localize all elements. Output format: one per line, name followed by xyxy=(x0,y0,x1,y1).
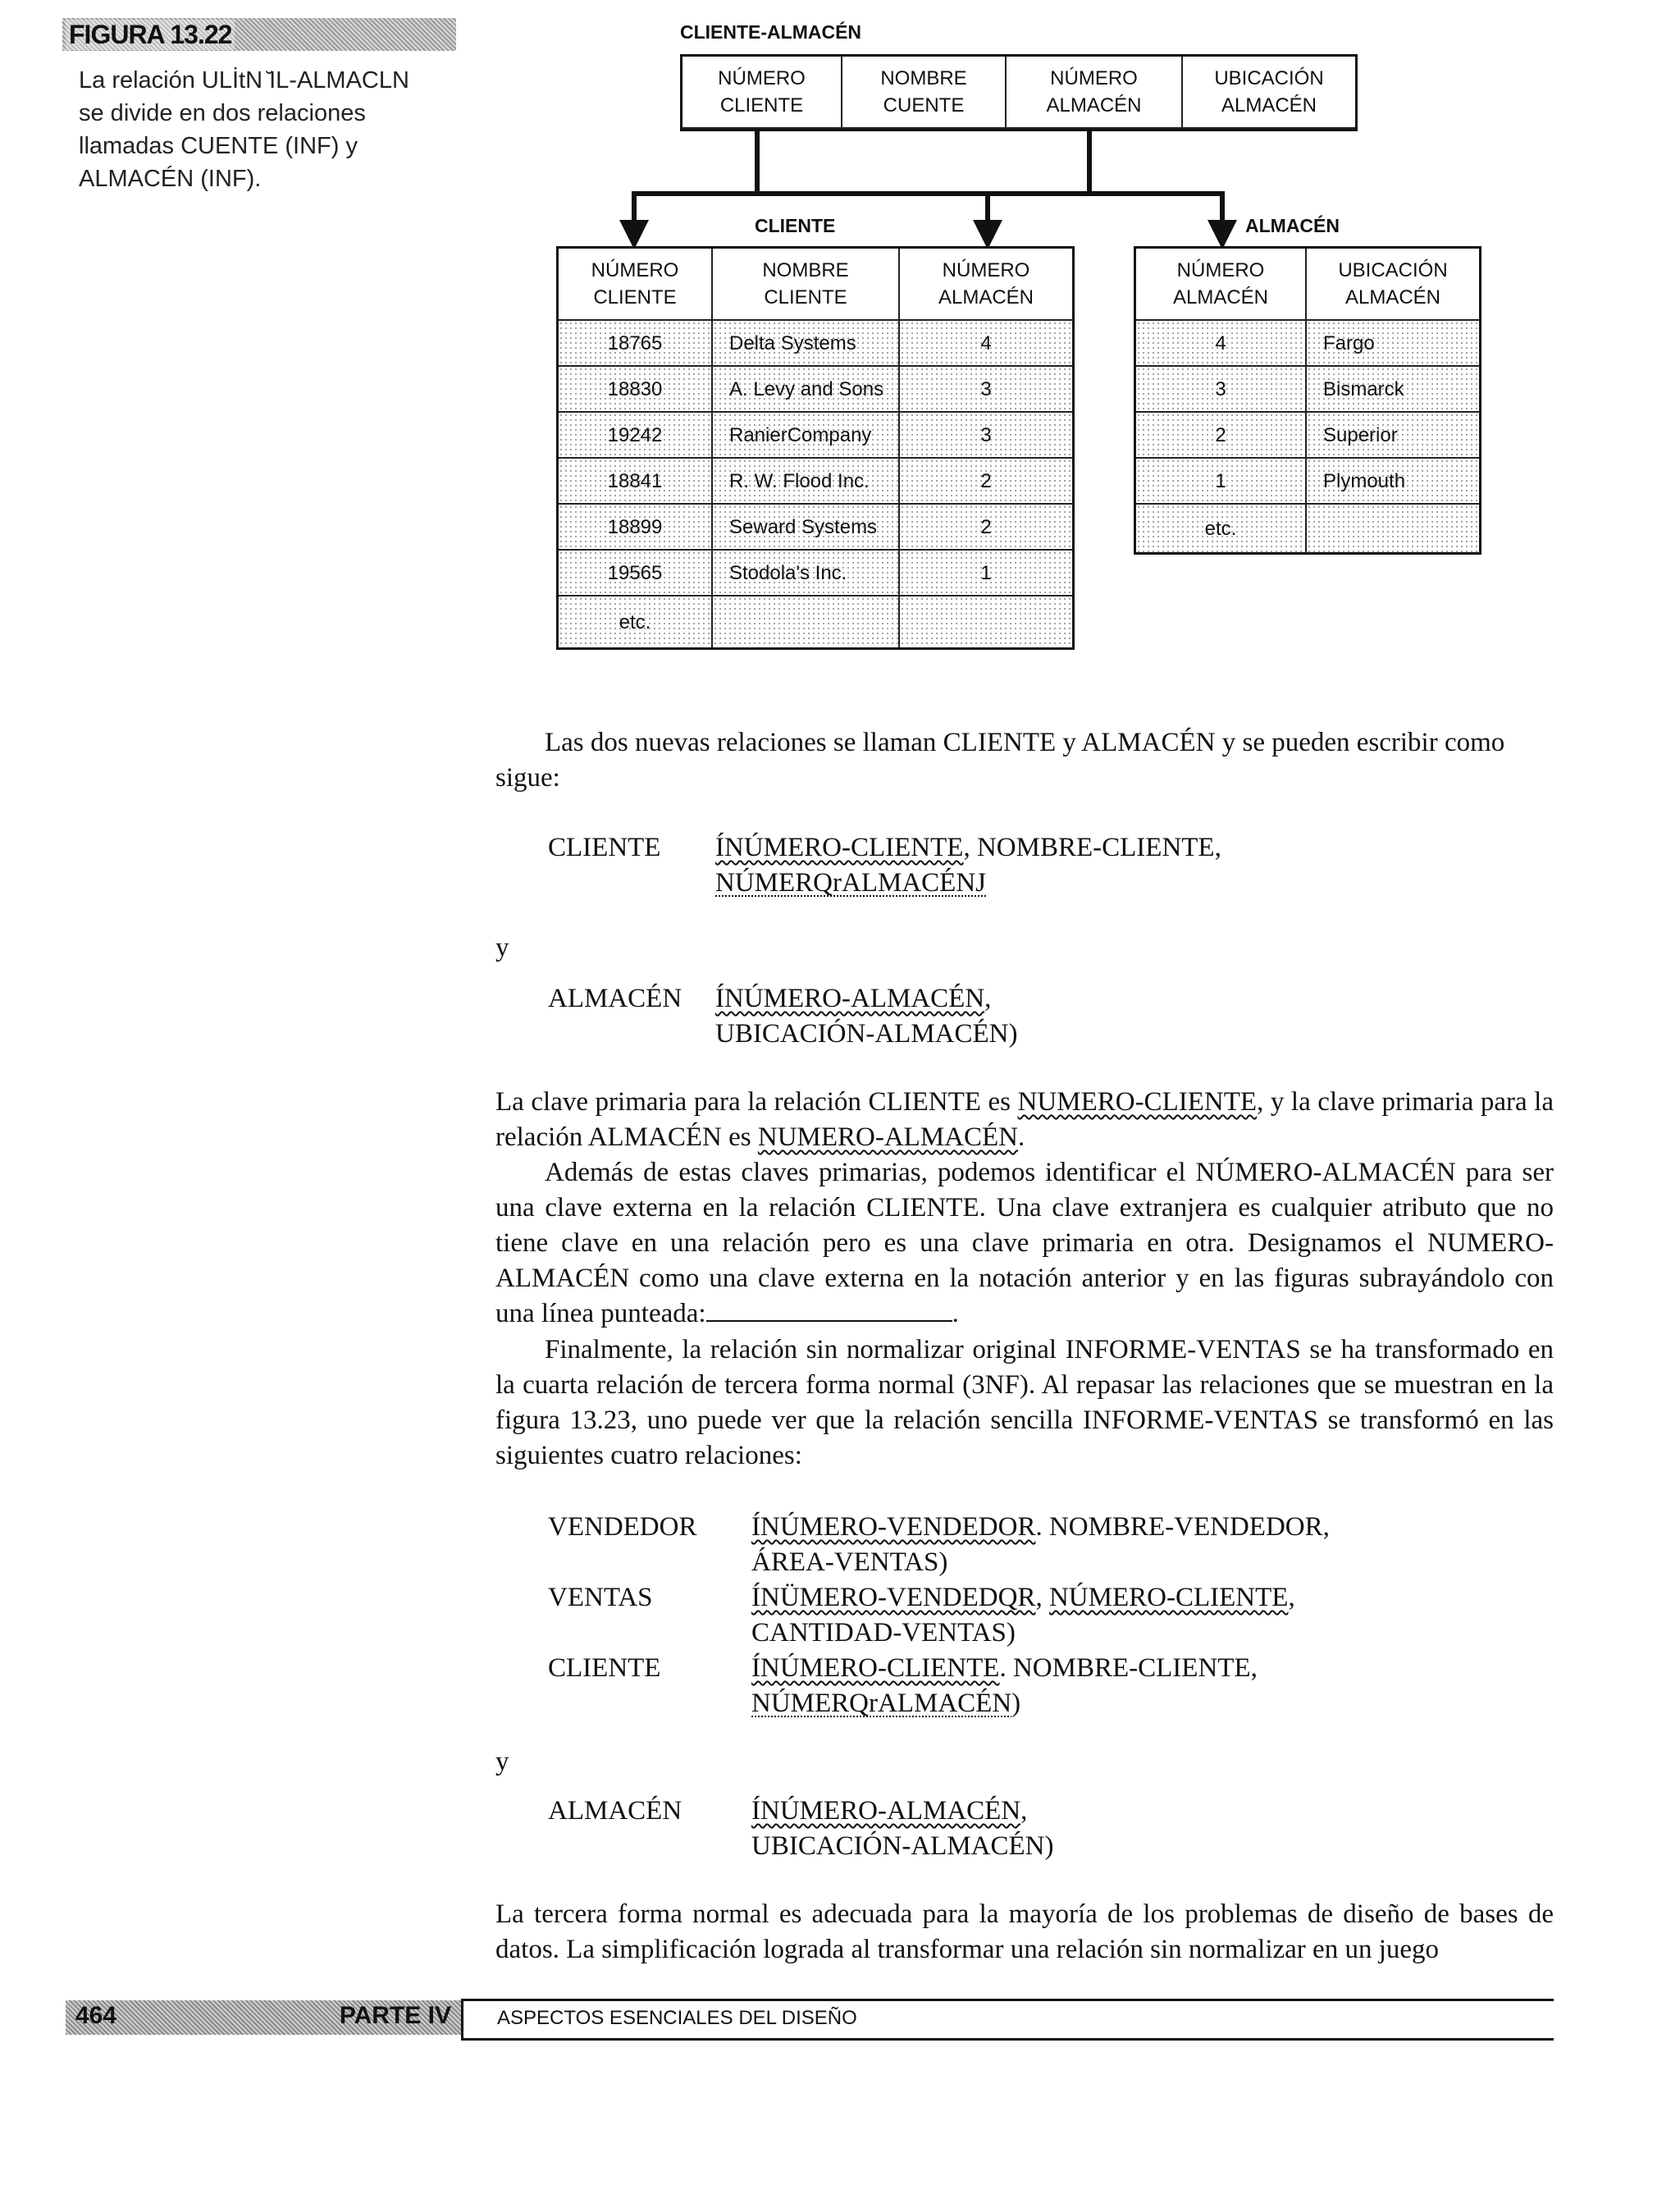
primary-key: NUMERO-CLIENTE xyxy=(1017,1087,1258,1117)
running-title: ASPECTOS ESENCIALES DEL DISEÑO xyxy=(497,2007,857,2029)
top-table-title: CLIENTE-ALMACÉN xyxy=(680,21,862,43)
table-cell: etc. xyxy=(1136,505,1307,552)
figure-tag xyxy=(62,18,456,51)
header-cell: NOMBRE CLIENTE xyxy=(713,249,900,321)
primary-key: ÍNÚMERO-CLIENTE xyxy=(751,1653,1000,1683)
dotted-line-sample xyxy=(706,1299,952,1322)
table-cell: Superior xyxy=(1307,413,1479,459)
header-cell: NÚMERO CLIENTE xyxy=(682,57,842,129)
relation-attributes: ÍNÚMERO-CLIENTE. NOMBRE-CLIENTE, NÚMERQrALMACÉN) xyxy=(751,1653,1258,1718)
relation-name: ALMACÉN xyxy=(548,1796,682,1826)
header-cell: UBICACIÓN ALMACÉN xyxy=(1307,249,1479,321)
relation-attributes: ÍNÚMERO-ALMACÉN, UBICACIÓN-ALMACÉN) xyxy=(715,984,1018,1049)
conjunction: y xyxy=(495,1747,509,1776)
arrow-down-icon xyxy=(973,220,1002,249)
primary-key: NÚMERO-CLIENTE xyxy=(1048,1583,1289,1612)
primary-key: ÍNÚMERO-ALMACÉN xyxy=(751,1796,1021,1826)
table-cell: 4 xyxy=(1136,321,1307,367)
relation-attributes: ÍNÚMERO-CLIENTE, NOMBRE-CLIENTE, NÚMERQrALMACÉNJ xyxy=(715,833,1221,898)
table-cell: 18765 xyxy=(559,321,713,367)
table-cell: 1 xyxy=(1136,459,1307,505)
table-cell: Fargo xyxy=(1307,321,1479,367)
relation-name: VENTAS xyxy=(548,1583,653,1612)
table-cell: 18830 xyxy=(559,367,713,413)
table-cell: 2 xyxy=(900,459,1072,505)
header-cell: UBICACIÓN ALMACÉN xyxy=(1183,57,1355,129)
table-cell: 3 xyxy=(900,413,1072,459)
table-cell: Plymouth xyxy=(1307,459,1479,505)
relation-name: CLIENTE xyxy=(548,833,661,862)
footer-page-block xyxy=(66,2000,461,2035)
relation-attributes: ÍNÚMERO-ALMACÉN, UBICACIÓN-ALMACÉN) xyxy=(751,1796,1054,1861)
table-cell: 3 xyxy=(1136,367,1307,413)
primary-key: ÍNÚMERO-ALMACÉN xyxy=(715,984,985,1013)
relation-name: VENDEDOR xyxy=(548,1512,697,1542)
almacen-table xyxy=(1134,246,1481,555)
relation-attributes: ÍNÚMERO-VENDEDOR. NOMBRE-VENDEDOR, ÁREA-VENTAS) xyxy=(751,1512,1330,1577)
footer-rule-bottom xyxy=(461,2038,1554,2041)
relation-attributes: ÍNÜMERO-VENDEDQR, NÚMERO-CLIENTE, CANTIDAD-VENTAS) xyxy=(751,1583,1295,1648)
table-cell: 19565 xyxy=(559,551,713,596)
almacen-table-title: ALMACÉN xyxy=(1245,215,1340,236)
paragraph-primary-keys: La clave primaria para la relación CLIENTE es NUMERO-CLIENTE, y la clave primaria para la relación ALMACÉN es NUMERO-ALMACÉN. xyxy=(495,1087,1554,1152)
table-cell: 19242 xyxy=(559,413,713,459)
relation-name: ALMACÉN xyxy=(548,984,682,1013)
table-cell: 1 xyxy=(900,551,1072,596)
header-cell: NOMBRE CUENTE xyxy=(842,57,1007,129)
table-cell: A. Levy and Sons xyxy=(713,367,900,413)
foreign-key: NÚMERQrALMACÉNJ xyxy=(715,868,986,898)
relation-name: CLIENTE xyxy=(548,1653,661,1683)
paragraph-finally: Finalmente, la relación sin normalizar original INFORME-VENTAS se ha transformado en la cuarta relación de tercera forma normal (3NF). Al repasar las relaciones que se muestran en la figura 13.23, uno puede ver que la relación sencilla INFORME-VENTAS se transformó en las siguientes cuatro relaciones: xyxy=(495,1335,1554,1470)
paragraph-conclusion: La tercera forma normal es adecuada para la mayoría de los problemas de diseño de bases de datos. La simplificación lograda al transformar una relación sin normalizar en un juego xyxy=(495,1899,1554,1964)
primary-key: ÍNÚMERO-CLIENTE xyxy=(715,833,964,862)
table-cell: Seward Systems xyxy=(713,505,900,551)
table-cell: 4 xyxy=(900,321,1072,367)
paragraph-foreign-key: Además de estas claves primarias, podemos identificar el NÚMERO-ALMACÉN para ser una clave externa en la relación CLIENTE. Una clave extranjera es cualquier atributo que no tiene clave en una relación pero es una clave primaria en otra. Designamos el NUMERO-ALMACÉN como una clave externa en la notación anterior y en las figuras subrayándolo con una línea punteada: . xyxy=(495,1158,1554,1328)
figure-number: FIGURA 13.22 xyxy=(66,20,235,50)
header-cell: NÚMERO CLIENTE xyxy=(559,249,713,321)
foreign-key: NÚMERQrALMACÉN xyxy=(751,1689,1012,1718)
figure-caption: La relación ULİtN ̆IL-ALMACLN se divide en dos relaciones llamadas CUENTE (INF) y ALMACÉN (INF). xyxy=(79,67,409,192)
arrow-down-icon xyxy=(1208,220,1237,249)
table-cell: etc. xyxy=(559,596,713,647)
footer-rule-top xyxy=(461,1999,1554,2001)
part-label: PARTE IV xyxy=(339,2002,451,2029)
conjunction: y xyxy=(495,933,509,962)
cliente-table xyxy=(556,246,1075,650)
table-cell: 18841 xyxy=(559,459,713,505)
table-cell: Delta Systems xyxy=(713,321,900,367)
table-cell xyxy=(1307,505,1479,552)
paragraph-intro: Las dos nuevas relaciones se llaman CLIENTE y ALMACÉN y se pueden escribir como sigue: xyxy=(495,728,1505,793)
cliente-table-title: CLIENTE xyxy=(755,215,836,236)
table-cell: Bismarck xyxy=(1307,367,1479,413)
primary-key: ÍNÚMERO-VENDEDOR xyxy=(751,1512,1036,1542)
footer-divider xyxy=(461,1999,463,2038)
table-cell: RanierCompany xyxy=(713,413,900,459)
header-cell: NÚMERO ALMACÉN xyxy=(900,249,1072,321)
header-cell: NÚMERO ALMACÉN xyxy=(1136,249,1307,321)
page-number: 464 xyxy=(75,2002,117,2029)
primary-key: NUMERO-ALMACÉN xyxy=(757,1122,1019,1152)
arrow-down-icon xyxy=(619,220,649,249)
table-cell xyxy=(900,596,1072,647)
cliente-almacen-table xyxy=(680,54,1358,131)
table-cell: 3 xyxy=(900,367,1072,413)
table-cell: Stodola's Inc. xyxy=(713,551,900,596)
primary-key: ÍNÜMERO-VENDEDQR xyxy=(751,1583,1036,1612)
header-cell: NÚMERO ALMACÉN xyxy=(1007,57,1183,129)
table-cell xyxy=(713,596,900,647)
table-cell: 2 xyxy=(900,505,1072,551)
table-cell: 18899 xyxy=(559,505,713,551)
table-cell: 2 xyxy=(1136,413,1307,459)
table-cell: R. W. Flood Inc. xyxy=(713,459,900,505)
